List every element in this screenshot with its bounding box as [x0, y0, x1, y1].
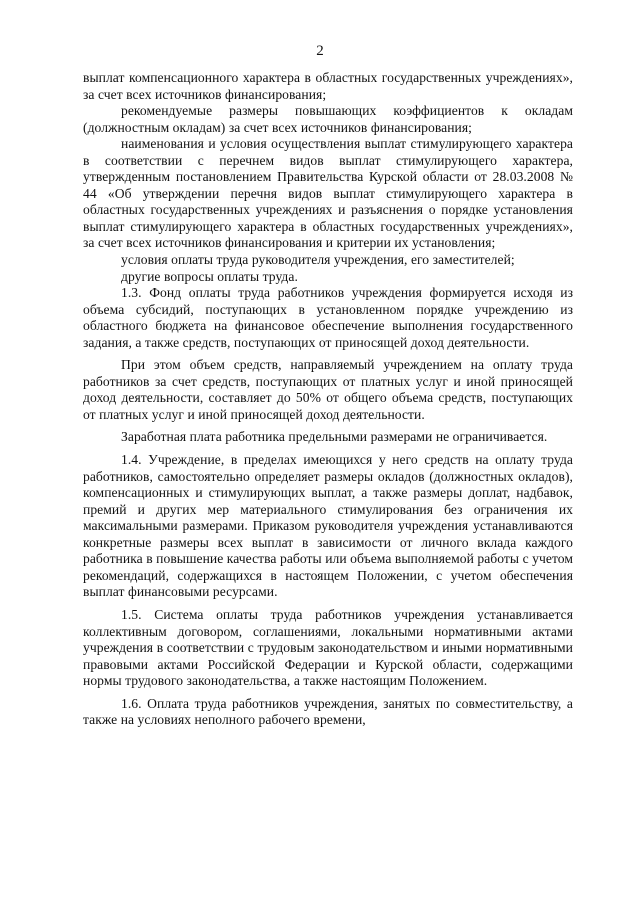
paragraph-section-1-6: 1.6. Оплата труда работников учреждения, занятых по совместительству, а также на условиях неполного рабочего времени,: [83, 695, 573, 728]
paragraph-compensation-payments: выплат компенсационного характера в областных государственных учреждениях», за счет всех источников финансирования;: [83, 70, 573, 102]
paragraph-head-pay-conditions: условия оплаты труда руководителя учреждения, его заместителей;: [121, 252, 515, 268]
page-number: 2: [316, 43, 324, 59]
paragraph-section-1-3: 1.3. Фонд оплаты труда работников учреждения формируется исходя из объема субсидий, поступающих в установленном порядке учреждению из областного бюджета на финансовое обеспечение выполнения государственного задания, а также средств, поступающих от приносящей доход деятельности.: [83, 285, 573, 350]
paragraph-paid-services-share: При этом объем средств, направляемый учреждением на оплату труда работников за счет средств, поступающих от платных услуг и иной приносящей доход деятельности, составляет до 50% от общего объема средств, поступающих от платных услуг и иной приносящей доход деятельности.: [83, 357, 573, 422]
paragraph-incentive-payments: наименования и условия осуществления выплат стимулирующего характера в соответствии с перечнем видов выплат стимулирующего характера, утвержденным постановлением Правительства Курской области от 28.03.2008 № 44 «Об утверждении перечня видов выплат стимулирующего характера в областных государственных учреждениях и разъяснения о порядке установления выплат стимулирующего характера в областных государственных учреждениях», за счет всех источников финансирования и критерии их установления;: [83, 136, 573, 251]
paragraph-other-pay-issues: другие вопросы оплаты труда.: [121, 268, 298, 284]
paragraph-raising-coefficients: рекомендуемые размеры повышающих коэффициентов к окладам (должностным окладам) за счет всех источников финансирования;: [83, 103, 573, 135]
paragraph-section-1-4: 1.4. Учреждение, в пределах имеющихся у него средств на оплату труда работников, самостоятельно определяет размеры окладов (должностных окладов), компенсационных и стимулирующих выплат, а также размеры доплат, надбавок, премий и других мер материального стимулирования без ограничения их максимальными размерами. Приказом руководителя учреждения устанавливаются конкретные размеры всех выплат в зависимости от личного вклада каждого работника в повышение качества работы или объема выполняемой работы с учетом рекомендаций, содержащихся в настоящем Положении, с учетом обеспечения выплат финансовыми ресурсами.: [83, 452, 573, 600]
paragraph-salary-unlimited: Заработная плата работника предельными размерами не ограничивается.: [121, 429, 548, 445]
document-body: [83, 70, 573, 729]
paragraph-section-1-5: 1.5. Система оплаты труда работников учреждения устанавливается коллективным договором, соглашениями, локальными нормативными актами учреждения в соответствии с трудовым законодательством и иными нормативными правовыми актами Российской Федерации и Курской области, содержащими нормы трудового законодательства, а также настоящим Положением.: [83, 606, 573, 689]
